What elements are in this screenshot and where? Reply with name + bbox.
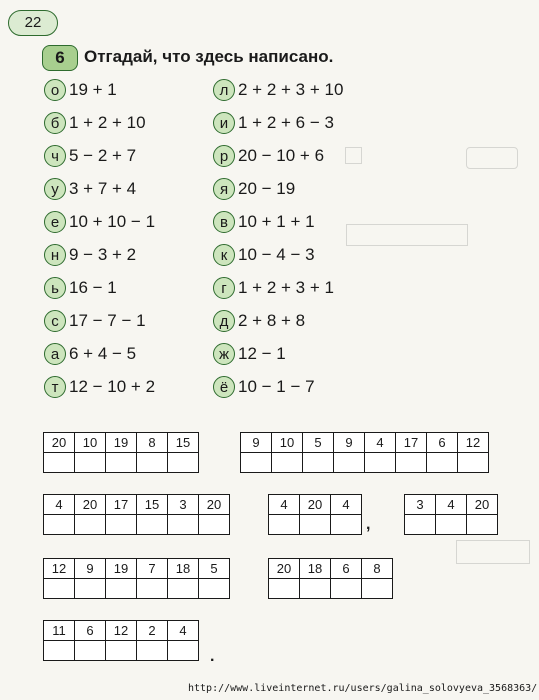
expression-text: 1 + 2 + 6 − 3 xyxy=(238,113,334,132)
task-title: Отгадай, что здесь написано. xyxy=(84,47,334,66)
expression-text: 5 − 2 + 7 xyxy=(69,146,137,165)
answer-cell[interactable] xyxy=(331,515,362,535)
answer-grid xyxy=(43,494,230,535)
letter-badge: г xyxy=(213,277,235,299)
letter-badge: ь xyxy=(44,277,66,299)
letter-badge: е xyxy=(44,211,66,233)
left-equation-row xyxy=(44,144,136,168)
answer-cell[interactable] xyxy=(300,579,331,599)
expression-text: 10 + 1 + 1 xyxy=(238,212,315,231)
answer-cell[interactable] xyxy=(44,579,75,599)
number-cell: 4 xyxy=(331,495,362,515)
letter-badge: б xyxy=(44,112,66,134)
number-cell: 4 xyxy=(168,621,199,641)
number-cell: 20 xyxy=(199,495,230,515)
answer-cell[interactable] xyxy=(106,641,137,661)
expression-text: 2 + 8 + 8 xyxy=(238,311,306,330)
expression-text: 9 − 3 + 2 xyxy=(69,245,137,264)
answer-cell[interactable] xyxy=(106,515,137,535)
letter-badge: н xyxy=(44,244,66,266)
right-equation-row xyxy=(213,177,295,201)
answer-cell[interactable] xyxy=(300,515,331,535)
left-equation-row xyxy=(44,342,136,366)
number-cell: 19 xyxy=(106,559,137,579)
answer-cell[interactable] xyxy=(362,579,393,599)
number-cell: 18 xyxy=(300,559,331,579)
expression-text: 1 + 2 + 10 xyxy=(69,113,146,132)
expression-text: 12 − 10 + 2 xyxy=(69,377,156,396)
page-number: 22 xyxy=(8,10,58,36)
answer-cell[interactable] xyxy=(436,515,467,535)
answer-cell[interactable] xyxy=(269,515,300,535)
number-cell: 8 xyxy=(137,433,168,453)
number-cell: 9 xyxy=(334,433,365,453)
left-equation-row xyxy=(44,243,136,267)
letter-badge: р xyxy=(213,145,235,167)
answer-grid xyxy=(43,432,199,473)
letter-badge: ё xyxy=(213,376,235,398)
expression-text: 16 − 1 xyxy=(69,278,117,297)
expression-text: 1 + 2 + 3 + 1 xyxy=(238,278,334,297)
expression-text: 3 + 7 + 4 xyxy=(69,179,137,198)
comma-mark: , xyxy=(366,516,371,533)
answer-cell[interactable] xyxy=(272,453,303,473)
left-equation-row xyxy=(44,309,146,333)
number-cell: 12 xyxy=(458,433,489,453)
period-mark: . xyxy=(210,648,215,665)
letter-badge: у xyxy=(44,178,66,200)
number-cell: 20 xyxy=(300,495,331,515)
answer-cell[interactable] xyxy=(137,515,168,535)
answer-grid xyxy=(268,558,393,599)
right-equation-row xyxy=(213,375,315,399)
answer-cell[interactable] xyxy=(44,515,75,535)
answer-grid xyxy=(240,432,489,473)
number-cell: 4 xyxy=(269,495,300,515)
number-cell: 4 xyxy=(44,495,75,515)
left-equation-row xyxy=(44,375,155,399)
number-cell: 17 xyxy=(106,495,137,515)
letter-badge: с xyxy=(44,310,66,332)
answer-cell[interactable] xyxy=(331,579,362,599)
number-cell: 20 xyxy=(269,559,300,579)
number-cell: 20 xyxy=(75,495,106,515)
answer-grid xyxy=(43,558,230,599)
answer-cell[interactable] xyxy=(405,515,436,535)
answer-cell[interactable] xyxy=(199,515,230,535)
answer-cell[interactable] xyxy=(137,579,168,599)
number-cell: 17 xyxy=(396,433,427,453)
number-cell: 8 xyxy=(362,559,393,579)
number-cell: 5 xyxy=(199,559,230,579)
number-cell: 7 xyxy=(137,559,168,579)
right-equation-row xyxy=(213,309,305,333)
left-equation-row xyxy=(44,276,117,300)
answer-cell[interactable] xyxy=(396,453,427,473)
answer-cell[interactable] xyxy=(106,453,137,473)
number-cell: 2 xyxy=(137,621,168,641)
right-equation-row xyxy=(213,111,334,135)
answer-grid xyxy=(43,620,199,661)
expression-text: 6 + 4 − 5 xyxy=(69,344,137,363)
number-cell: 10 xyxy=(75,433,106,453)
task-number-badge: 6 xyxy=(42,45,78,71)
expression-text: 19 + 1 xyxy=(69,80,117,99)
answer-cell[interactable] xyxy=(137,641,168,661)
letter-badge: ч xyxy=(44,145,66,167)
answer-cell[interactable] xyxy=(75,579,106,599)
number-cell: 3 xyxy=(405,495,436,515)
number-cell: 6 xyxy=(75,621,106,641)
number-cell: 15 xyxy=(137,495,168,515)
answer-cell[interactable] xyxy=(168,579,199,599)
answer-cell[interactable] xyxy=(168,641,199,661)
number-cell: 20 xyxy=(467,495,498,515)
letter-badge: в xyxy=(213,211,235,233)
source-url: http://www.liveinternet.ru/users/galina_solovyeva_3568363/ xyxy=(188,683,538,694)
left-equation-row xyxy=(44,210,155,234)
left-equation-row xyxy=(44,111,146,135)
right-equation-row xyxy=(213,276,334,300)
number-cell: 10 xyxy=(272,433,303,453)
number-cell: 15 xyxy=(168,433,199,453)
expression-text: 20 − 10 + 6 xyxy=(238,146,325,165)
letter-badge: я xyxy=(213,178,235,200)
number-cell: 20 xyxy=(44,433,75,453)
number-cell: 6 xyxy=(427,433,458,453)
answer-cell[interactable] xyxy=(427,453,458,473)
number-cell: 5 xyxy=(303,433,334,453)
answer-grid xyxy=(404,494,498,535)
answer-cell[interactable] xyxy=(106,579,137,599)
number-cell: 3 xyxy=(168,495,199,515)
letter-badge: т xyxy=(44,376,66,398)
left-equation-row xyxy=(44,78,117,102)
letter-badge: к xyxy=(213,244,235,266)
number-cell: 11 xyxy=(44,621,75,641)
answer-cell[interactable] xyxy=(75,515,106,535)
letter-badge: л xyxy=(213,79,235,101)
right-equation-row xyxy=(213,144,324,168)
answer-cell[interactable] xyxy=(241,453,272,473)
answer-cell[interactable] xyxy=(458,453,489,473)
expression-text: 10 + 10 − 1 xyxy=(69,212,156,231)
right-equation-row xyxy=(213,210,315,234)
right-equation-row xyxy=(213,243,315,267)
answer-cell[interactable] xyxy=(269,579,300,599)
answer-cell[interactable] xyxy=(168,515,199,535)
letter-badge: а xyxy=(44,343,66,365)
right-equation-row xyxy=(213,78,343,102)
answer-cell[interactable] xyxy=(365,453,396,473)
answer-cell[interactable] xyxy=(137,453,168,473)
right-equation-row xyxy=(213,342,286,366)
left-equation-row xyxy=(44,177,136,201)
answer-cell[interactable] xyxy=(467,515,498,535)
number-cell: 4 xyxy=(436,495,467,515)
number-cell: 12 xyxy=(44,559,75,579)
letter-badge: ж xyxy=(213,343,235,365)
answer-cell[interactable] xyxy=(75,453,106,473)
expression-text: 12 − 1 xyxy=(238,344,286,363)
answer-grid xyxy=(268,494,362,535)
answer-cell[interactable] xyxy=(334,453,365,473)
answer-cell[interactable] xyxy=(44,453,75,473)
letter-badge: д xyxy=(213,310,235,332)
number-cell: 4 xyxy=(365,433,396,453)
number-cell: 9 xyxy=(75,559,106,579)
number-cell: 9 xyxy=(241,433,272,453)
expression-text: 10 − 4 − 3 xyxy=(238,245,315,264)
expression-text: 2 + 2 + 3 + 10 xyxy=(238,80,344,99)
answer-cell[interactable] xyxy=(44,641,75,661)
number-cell: 12 xyxy=(106,621,137,641)
answer-cell[interactable] xyxy=(75,641,106,661)
letter-badge: и xyxy=(213,112,235,134)
number-cell: 19 xyxy=(106,433,137,453)
number-cell: 6 xyxy=(331,559,362,579)
expression-text: 17 − 7 − 1 xyxy=(69,311,146,330)
answer-cell[interactable] xyxy=(303,453,334,473)
answer-cell[interactable] xyxy=(199,579,230,599)
letter-badge: о xyxy=(44,79,66,101)
expression-text: 20 − 19 xyxy=(238,179,296,198)
number-cell: 18 xyxy=(168,559,199,579)
answer-cell[interactable] xyxy=(168,453,199,473)
expression-text: 10 − 1 − 7 xyxy=(238,377,315,396)
